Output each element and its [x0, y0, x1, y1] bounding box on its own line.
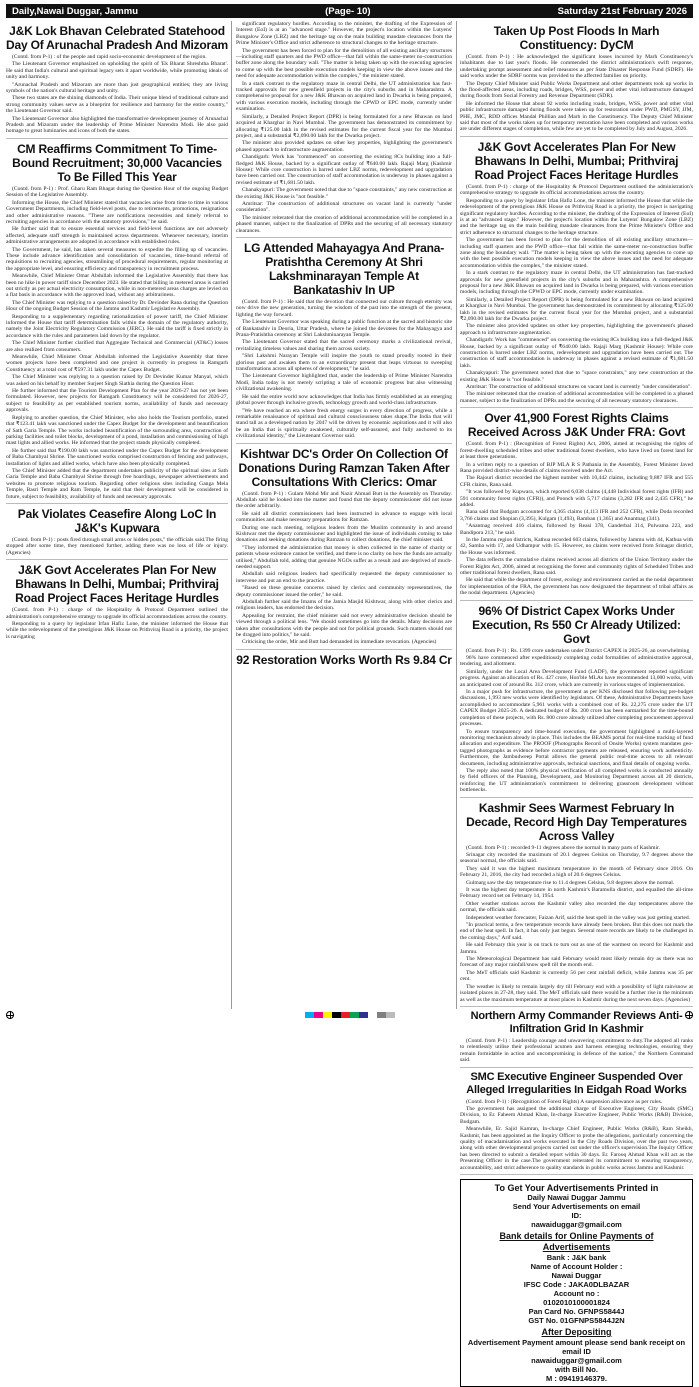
paragraph: In a major push for infrastructure, the government as per KNS disclosed that following pre-budget discussions, 1,993 new works were identified by legislators. Of these, Administrative Departments have accomplished to accommodate 5,961 works with a combined cost of Rs. 22,275 crore under the UT CAPEX Budget 2025-26. A dedicated budget of Rs. 200 crore has been earmarked for the time-bound completion of these projects, with Rs. 800 crore already utilized after completing procurement approval processes. — [460, 689, 693, 728]
story-bhawans-col1 — [6, 563, 228, 643]
paragraph: Abdullah further said the Imams of the Jamia Masjid Kishtwar, along with other clerics and religious leaders, has endorsed the decision. — [236, 599, 452, 612]
column-1 — [6, 21, 228, 1009]
paragraph: Meanwhile, Chief Minister Omar Abdullah informed the Legislative Assembly that there has been no hike in power tariff since December 2023. He stated that billing in metered areas is carried out strictly as per actual electricity consumption, while in non-metered areas charges are levied on a flat basis in accordance with the approved load, without any arbitrariness. — [6, 273, 228, 299]
advertisement-box — [460, 1179, 693, 1387]
color-swatch — [350, 1012, 359, 1018]
paragraph: (Contd. from P-1) : He acknowledged the significant losses incurred by Marh Constituency's inhabitants due to last year's floods. He commended the district administration's swift response, undertaking prompt assessment and relief measures as per State Disaster Response Fund (SDRF). He said works under the SDRF norms was provided to the affected families on priority. — [460, 54, 693, 80]
ad-line: GST No. 01GFNPS5844J2N — [528, 1316, 625, 1325]
headline: SMC Executive Engineer Suspended Over Alleged Irregularities In Eidgah Road Works — [466, 1070, 687, 1096]
paragraph: The reply also noted that 100% physical verification of all completed works is conducted annually by field officers of the Planning, Development, and Monitoring Department across all 20 districts, reinforcing the UT administration's commitment to delivering grassroots development without bottlenecks. — [460, 767, 693, 794]
ad-line: Account no : — [553, 1289, 600, 1298]
story-restoration-works — [236, 653, 452, 671]
headline: Over 41,900 Forest Rights Claims Received Across J&K Under FRA: Govt — [467, 411, 686, 440]
paragraph: Chandigarh: Work has "commenced" on converting the existing 8Cs building into a full-fledged J&K House, backed by a significant outlay of ₹640.00 lakh. Rajaji Marg (Kashmir House): While core construction is barred under LBZ norms, redevelopment and upgradation have been carried out. The construction of staff accommodation is underway in phases against a revised estimate of ₹1,681.50 lakh. — [236, 154, 452, 186]
paragraph: "We have reached an era where fresh energy surges in every direction of progress, while a remarkable renaissance of spiritual and cultural consciousness takes shape.The India that will stand tall as a developed nation by 2047 will be driven by economic aspirations and it will also be an India that is spiritually awakened, culturally self-assured, and fully anchored to its civilizational identity," the Lieutenant Governor said. — [236, 407, 452, 440]
paragraph: (Contd. from P-1) : charge of the Hospitality & Protocol Department outlined the administration's comprehensive strategy to upgrade its official accommodations across the country. — [460, 183, 693, 197]
paragraph: "Shri Lakshmi Narayan Temple will inspire the youth to stand proudly rooted in their glorious past and awaken them to an extraordinary present that leaps virtuous to sweeping transformations across all spheres of development," he said. — [236, 353, 452, 373]
paragraph: The Chief Minister was replying to a question raised by Dr Devinder Kumar Manyal, which was asked on his behalf by member Surjeet Singh Slathia during the Question Hour. — [6, 374, 228, 387]
story-pak-ceasefire — [6, 507, 228, 560]
ad-line: IFSC Code : JAKA0DLBAZAR — [523, 1280, 630, 1289]
paragraph: (Contd. from P-1) : posts fired through small arms or hidden posts," the officials said.The firing stopped after some time, they mentioned further, adding there was no loss of life or injury. (Agencies) — [6, 536, 228, 556]
page-number: (Page- 10) — [325, 5, 371, 17]
paragraph: (Contd. from P-1) : charge of the Hospitality & Protocol Department outlined the administration's comprehensive strategy to upgrade its official accommodations across the country. — [6, 607, 228, 620]
paragraph: significant regulatory hurdles. According to the minister, the drafting of the Expression of Interest (EoI) is at an "advanced stage." However, the project's location within the Lutyens' Bungalow Zone (LBZ) and the heritage tag on the main building mandate clearances from the Prime Minister's Office and strict adherence to structural changes to the heritage structure. — [236, 21, 452, 47]
paragraph: "Anantnag received 416 claims, followed by Reasi 378, Ganderbal 314, Pulwama 223, and Bandipora 213," he said. — [460, 523, 693, 536]
masthead-left: Daily,Nawai Duggar, Jammu — [12, 5, 139, 17]
paragraph: Responding to a supplementary regarding rationalization of power tariff, the Chief Minister informed the House that tariff determination falls within the domain of the regulatory authority, namely the Joint Electricity Regulatory Commission (JERC). He said the tariff is fixed strictly in accordance with the rules and parameters laid down by the regulator. — [6, 313, 228, 339]
paragraph: Appealing for restraint, the chief minister said not every administrative decision should be viewed through a political lens. "We should sometimes go into the details. Many decisions are taken after consultations with the people and not for political grounds. Such matters should not be dragged into politics," he said. — [236, 612, 452, 639]
page-header — [6, 4, 693, 18]
story-forest-rights — [460, 411, 693, 600]
paragraph: He said all district commissioners had been instructed in advance to engage with local communities and make necessary preparations for Ramzan. — [236, 510, 452, 524]
registration-mark-icon — [685, 1011, 693, 1019]
paragraph: The Meteorological Department has said February would most likely remain dry as there was no forecast of any major rainfall/snow spell till the month end. — [460, 956, 693, 969]
story-bhawans-continued — [236, 21, 452, 238]
story-kishtwar-donations — [236, 447, 452, 650]
color-swatch — [377, 1012, 386, 1018]
paragraph: (Contd. from P-1) : (Recognition of Forest Rights) Act, 2006, aimed at recognising the rights of forest-dwelling scheduled tribes and other traditional forest dwellers, who have lived on forest land for at least three generations. — [460, 441, 693, 461]
paragraph: (Contd. from P-1) : of the people and rapid socio-economic development of the region. — [12, 54, 207, 60]
color-swatch — [323, 1012, 332, 1018]
paragraph: The minister also provided updates on other key properties, highlighting the government's phased approach to infrastructure augmentation. — [236, 140, 452, 153]
paragraph: In a written reply to a question of BJP MLA R S Pathania in the Assembly, Forest Minister Javed Rana provided district-wise details of claims received under the Act. — [460, 461, 693, 474]
ad-line: Pan Card No. GFNPS5844J — [528, 1307, 625, 1316]
headline: Pak Violates Ceasefire Along LoC In J&K's Kupwara — [17, 506, 217, 535]
paragraph: The minister reiterated that the creation of additional accommodation will be completed in a phased manner, subject to the finalization of DPRs and the securing of all necessary statutory clearances. — [460, 391, 693, 404]
paragraph: (Contd. from P-1) : recorded 9-11 degrees above the normal in many parts of Kashmir. — [466, 844, 660, 851]
color-swatch — [332, 1012, 341, 1018]
color-swatch — [305, 1012, 314, 1018]
paragraph: The weather is likely to remain largely dry till February end with a possibility of light rain/snow at isolated places in 27-28, they said. The MeT officials said there would be a further rise in the minimum as well as the maximum temperature at most places in Kashmir during the next seven days. (Agencies) — [460, 983, 693, 1003]
color-calibration-bar — [305, 1012, 395, 1018]
headline: J&K Lok Bhavan Celebrated Statehood Day Of Arunachal Pradesh And Mizoram — [6, 24, 228, 52]
paragraph: 96% have commenced after expeditiously completing codal formalities of administrative approval, tendering, and allotment. — [460, 655, 693, 668]
paragraph: Srinagar city recorded the maximum of 20.1 degrees Celsius on Thursday, 9.7 degrees above the seasonal normal, the officials said. — [460, 851, 693, 865]
ad-phone: M : 09419146379. — [546, 1374, 607, 1383]
paragraph: The Rajouri district recorded the highest number with 10,442 claims, including 9,887 IFR and 555 CFR claims, Rana said. — [460, 475, 693, 488]
paragraph: The government has assigned the additional charge of Executive Engineer, City Roads (SMC) Division, to Er. Faheem Ahmad Khan, In-charge Executive Engineer, Public Works (R&B) Division, Budgam. — [460, 1105, 693, 1125]
paragraph: Criticising the order, Mir and Butt had demanded its immediate revocation. (Agencies) — [242, 639, 437, 646]
paragraph: The data reflects the cumulative claims received across all districts of the Union Territory under the Forest Rights Act, 2006, aimed at recognising the forest and community rights of Scheduled Tribes and other traditional forest dwellers, Rana said. — [460, 557, 693, 576]
paragraph: (Contd. from P-1) : Leadership courage and unwavering commitment to duty.The adopted all ranks to relentlessly utilise their professional acumen and harness emerging technologies, ensuring they remain formidable in action and uncompromising in defence of the nation," the Northern Command said. — [460, 1037, 693, 1064]
paragraph: He further said that ₹190.00 lakh was sanctioned under the Capex Budget for the development of Baba Chambyal Shrine. The sanctioned works comprised construction of fencing and pathways, installation of lights and allied works, which have also been physically completed. — [6, 447, 228, 467]
paragraph: Chandigarh: Work has "commenced" on converting the existing 8Cs building into a full-fledged J&K House, backed by a significant outlay of ₹640.00 lakh. Rajaji Marg (Kashmir House): While core construction is barred under LBZ norms, redevelopment and upgradation have been carried out. The construction of staff accommodation is underway in phases against a revised estimate of ₹1,681.50 lakh. — [460, 337, 693, 369]
paragraph: The government has been forced to plan for the demolition of all existing ancillary structures—including staff quarters and the PWD office—that fall within the same-meter no-construction buffer zone along the boundary wall. "The matter is being taken up with the executing agencies to come up with the best possible execution models keeping in view the above issues and the need for adequate accommodation within the complex," the minister stated. — [460, 237, 693, 269]
paragraph: It was the highest day temperature in north Kashmir's Baramulla district, and equalled the all-time February record set on February 14, 1954. — [460, 887, 693, 900]
paragraph: The Lieutenant Governor highlighted that, under the leadership of Prime Minister Narendra Modi, India today is not merely scripting a tale of economic progress but also witnessing civilizational awakening. — [236, 373, 452, 393]
ad-title: To Get Your Advertisements Printed in — [494, 1183, 659, 1193]
headline: CM Reaffirms Commitment To Time-Bound Recruitment; 30,000 Vacancies To Be Filled This Year — [12, 141, 222, 184]
paragraph: (Contd. from P-1) : Gulam Mohd Mir and Nazir Ahmad Butt in the Assembly on Thursday. Abdullah said he looked into the matter and found that the deputy commissioner did not issue the order arbitrarily. — [236, 490, 452, 510]
paragraph: He said the entire world now acknowledges that India has firmly established as an emerging global power through inclusive growth, technology growth and world-class infrastructure. — [236, 393, 452, 407]
paragraph: He informed the House that about 92 works including roads, bridges, WSS, power and other vital public infrastructure damaged during floods were taken up for restoration under PWD, PMGSY, JJM, PHE, JMC, RDD offices Mandal Phillian and Marh in the Constituency. The Deputy Chief Minister said that most of the works taken up for temporary restoration have been completed and various works are under different stages of completion, while few are yet to be completed by July and August, 2026. — [460, 100, 693, 133]
column-3 — [460, 21, 693, 1383]
color-swatch — [368, 1012, 377, 1018]
story-marh-floods — [460, 24, 693, 137]
paragraph: The Chief Minister was replying to a question raised by Dr. Devinder Rana during the Question Hour of the ongoing Budget Session of the Jammu and Kashmir Legislative Assembly. — [6, 299, 228, 313]
ad-email[interactable]: nawaiduggar@gmail.com — [531, 1356, 622, 1365]
paragraph: Similarly, a Detailed Project Report (DPR) is being formulated for a new Bhawan on land acquired at Kharghar in Navi Mumbai. The government has demonstrated its commitment by allocating ₹125.00 lakh in the revised estimates for the current fiscal year for the Mumbai project, and a substantial ₹2,090.00 lakh for the Dwarka project. — [236, 113, 452, 139]
story-cm-recruitment — [6, 142, 228, 504]
paragraph: Amritsar: The construction of additional structures on vacant land is currently "under consideration". — [236, 200, 452, 214]
paragraph: In a stark contrast to the regulatory maze in central Delhi, the UT administration has fast-tracked approvals for new greenfield projects in the city's suburbs and in Maharashtra. A comprehensive proposal for a new J&K Bhawan on acquired land in Dwarka is being prepared, with various execution models, including through the CPWD or EPC mode, currently under examination. — [460, 270, 693, 296]
ad-line: Name of Account Holder : — [530, 1262, 623, 1271]
paragraph: They said it was the highest maximum temperature in the month of February since 2016. On February 21, 2016, the city had recorded a high of 20.6 degrees Celsius. — [460, 865, 693, 879]
headline: Kishtwar DC's Order On Collection Of Donations During Ramzan Taken After Consultations With Clerics: Omar — [238, 446, 450, 489]
paragraph: Rana said that Budgam accounted for 4,365 claims (4,113 IFR and 252 CFR), while Doda recorded 3,766 claims and Shopian (3,395), Kulgam (1,493), Ramban (1,365) and Anantnag (341). — [460, 509, 693, 522]
paragraph: He said February this year is on track to turn out as one of the warmest on record for Kashmir and Jammu. — [460, 942, 693, 955]
paragraph: Responding to a query by legislator Irfan Hafiz Lone, the minister informed the House that while the redevelopment of the prestigious J&K House on Prithviraj Road is a priority, the project is navigating significant regulatory hurdles. According to the minister, the drafting of the Expression of Interest (EoI) is at an "advanced stage." However, the project's location within the Lutyens' Bungalow Zone (LBZ) and the heritage tag on the main building mandate clearances from the Prime Minister's Office and strict adherence to structural changes to the heritage structure. — [460, 197, 693, 236]
paragraph: Similarly, a Detailed Project Report (DPR) is being formulated for a new Bhawan on land acquired at Kharghar in Navi Mumbai. The government has demonstrated its commitment by allocating ₹125.00 lakh in the revised estimates for the current fiscal year for the Mumbai project, and a substantial ₹2,090.00 lakh for the Dwarka project. — [460, 296, 693, 322]
paragraph: The Lieutenant Governor also highlighted the transformative development journey of Arunachal Pradesh and Mizoram under the leadership of Prime Minister Narendra Modi. He also paid homage to great luminaries and icons of both the states. — [6, 115, 228, 135]
paragraph: "In practical terms, a few temperature records have already been broken. But this does not mark the end of the heat spell. In fact, it has only just begun. Several more records are likely to be challenged in the coming days," Arif said. — [460, 922, 693, 941]
paragraph: Independent weather forecaster, Faizan Arif, said the heat spell in the valley was just getting started. — [466, 914, 691, 921]
headline: 92 Restoration Works Worth Rs 9.84 Cr — [236, 652, 452, 667]
paragraph: Responding to a query by legislator Irfan Hafiz Lone, the minister informed the House that while the redevelopment of the prestigious J&K House on Prithviraj Road is a priority, the project is navigating — [6, 621, 228, 640]
paragraph: These two states are the shining diamonds of India. Their unique blend of traditional culture and strong community values serve as a blueprint for resilience and harmony for the entire country," the Lieutenant Governor said. — [6, 95, 228, 115]
ad-line: Bank : J&K bank — [546, 1253, 607, 1262]
ad-line: ID: — [571, 1211, 582, 1220]
ad-email[interactable]: nawaiduggar@gmail.com — [531, 1220, 622, 1229]
story-capex-works — [460, 604, 693, 798]
paragraph: Chanakyapuri: The government noted that due to "space constraints," any new construction at the existing J&K House is "not feasible." — [236, 187, 452, 200]
story-smc-engineer — [460, 1071, 693, 1175]
paragraph: Similarly, under the Local Area Development Fund (LADF), the government reported significant progress. Against an allocation of Rs. 427 crore, Hon'ble MLAs have recommended 13,000 works, with an anticipated cost of around Rs. 312 crore, which are currently in various stages of implementation. — [460, 668, 693, 688]
column-divider — [456, 21, 457, 1009]
paragraph: The Lieutenant Governor was speaking during a public function at the sacred and historic site of Bankatashiv in Deoria, Uttar Pradesh, where he joined the devotees for the Mahayagya and Prana-Pratishtha ceremony at Shri Lakshminarayan Temple. — [236, 319, 452, 339]
ad-line: Nawai Duggar — [551, 1271, 602, 1280]
color-swatch — [314, 1012, 323, 1018]
story-kashmir-warm-february — [460, 801, 693, 1007]
ad-line: Send Your Advertisements on email — [512, 1202, 641, 1211]
color-swatch — [386, 1012, 395, 1018]
paragraph: Gulmarg saw the day temperature rise to 11.4 degrees Celsius, 9.8 degrees above the normal. — [466, 879, 675, 886]
headline: J&K Govt Accelerates Plan For New Bhawans In Delhi, Mumbai; Prithviraj Road Project Faces Heritage Hurdles — [15, 563, 219, 606]
paragraph: "Arunachal Pradesh and Mizoram are more than just geographical entities; they are living symbols of the nation's cultural heritage and unity. — [6, 81, 228, 95]
headline: Kashmir Sees Warmest February In Decade, Record High Day Temperatures Across Valley — [466, 800, 687, 843]
story-lg-mahayagya — [236, 241, 452, 444]
paragraph: The government has been forced to plan for the demolition of all existing ancillary structures—including staff quarters and the PWD office—that fall within the same-meter no-construction buffer zone along the boundary wall. "The matter is being taken up with the executing agencies to come up with the best possible execution models keeping in view the above issues and the need for adequate accommodation within the complex," the minister stated. — [236, 47, 452, 80]
paragraph: He further informed that the Tourism Development Plan for the year 2026-27 has not yet been formulated. However, new projects for Ramgarh Constituency will be considered for 2026-27, subject to feasibility as per established tourism norms, availability of funds and necessary approvals. — [6, 388, 228, 414]
paragraph: In a stark contrast to the regulatory maze in central Delhi, the UT administration has fast-tracked approvals for new greenfield projects in the city's suburbs and in Maharashtra. A comprehensive proposal for a new J&K Bhawan on acquired land in Dwarka is being prepared, with various execution models, including through the CPWD or EPC mode, currently under examination. — [236, 80, 452, 113]
color-swatch — [341, 1012, 350, 1018]
paragraph: The Lieutenant Governor emphasized on upholding the spirit of 'Ek Bharat Shreshtha Bharat'. He said that India's cultural and spiritual legacy sets it apart worldwide, while promoting ideals of unity and harmony. — [6, 61, 228, 81]
paragraph: Informing the House, the Chief Minister stated that vacancies arise from time to time in various Government Departments, including field-level posts, due to retirements, promotions, resignations and other administrative reasons. "These are notifications necessities and timely referral to recruiting agencies in accordance with the statutory provisions," he said. — [6, 199, 228, 225]
ad-line: 0102010100001824 — [543, 1298, 610, 1307]
paragraph: Meanwhile, Chief Minister Omar Abdullah informed the Legislative Assembly that three women projects have been completed and one project is currently in progress in Ramgarh Constituency at a total cost of ₹597.31 lakh under the Capex Budget. — [6, 354, 228, 373]
paragraph: Amritsar: The construction of additional structures on vacant land is currently "under consideration". — [466, 384, 692, 391]
paragraph: (Contd. from P-1) : (Recognition of Forest Rights) A suspension allowance as per rules. — [466, 1098, 663, 1105]
paragraph: The minister reiterated that the creation of additional accommodation will be completed in a phased manner, subject to the finalization of DPRs and the securing of all necessary statutory clearances. — [236, 214, 452, 234]
paragraph: (Contd. from P-1) : He said that the devotion that connected our culture through eternity was now drive the new generation, turning the wisdom of the past into the strength of the present, lighting the way forward. — [236, 299, 452, 318]
date-line: Saturday 21st February 2026 — [557, 5, 687, 17]
headline: Taken Up Post Floods In Marh Constituency: DyCM — [493, 24, 660, 52]
story-bhawans-col3 — [460, 140, 693, 408]
column-2 — [236, 21, 452, 1009]
registration-mark-icon — [6, 1011, 14, 1019]
ad-line: After Depositing — [541, 1327, 612, 1337]
paragraph: To ensure transparency and time-bound execution, the government highlighted a multi-layered monitoring mechanism already in place. This includes the BEAMS portal for real-time tracking of fund allocation and expenditure. The PROOF (Photographs Record of Onsite Works) system mandates geo-tagged photographs as evidence before contractor payments are released, ensuring work authenticity. Furthermore, the Jambudweep Portal allows the general public real-time access to all relevant documents, including administrative approvals, technical sanctions, and final details of ongoing works. — [460, 728, 693, 767]
paragraph: Chanakyapuri: The government noted that due to "space constraints," any new construction at the existing J&K House is "not feasible." — [460, 370, 693, 383]
paragraph: Meanwhile, Er. Sajid Kamran, In-charge Chief Engineer, Public Works (R&B), Ram Sheikh, Kashmir, has been appointed as the Inquiry Officer to probe the allegations, particularly concerning the quality of macadamisation and works executed in the City Roads Division, over the past two years, along with other developmental projects carried out under the officer's supervision.The Inquiry Officer has been directed to submit a detailed report within 30 days. Er. Farooq Ahmad Khan will act as the Presenting Officer in the case.The government reiterated its commitment to ensuring transparency, accountability, and strict adherence to quality standards in public works across Jammu and Kashmir. — [460, 1126, 693, 1171]
paragraph: "It was followed by Kupwara, which reported 6,038 claims (4,448 Individual forest rights (IFR) and 591 community forest rights (CFR)), and Poonch with 5,717 claims (3,282 IFR and 2,435 CFR)," he added. — [460, 489, 693, 508]
story-lok-bhavan-statehood — [6, 24, 228, 139]
paragraph: (Contd. from P-1) : Prof. Gharu Ram Bhagat during the Question Hour of the ongoing Budget Session of the Legislative Assembly. — [6, 185, 228, 199]
paragraph: The Lieutenant Governor stated that the sacred ceremony marks a civilizational revival, revitalizing timeless values and sharing them across society. — [236, 339, 452, 352]
headline: Northern Army Commander Reviews Anti-Infiltration Grid In Kashmir — [470, 1009, 683, 1035]
ad-line: with Bill No. — [555, 1365, 598, 1374]
paragraph: In the Jammu region districts, Kathua recorded 603 claims, followed by Jammu with 44, Kathua with 42, Samba with 17, and Udhampur with 15. However, no claims were received from Srinagar district, the House was informed. — [460, 536, 693, 556]
paragraph: Abdullah said religious leaders had specifically requested the deputy commissioner to intervene and put an end to the practice. — [236, 571, 452, 584]
paragraph: He further said that to ensure essential services and field-level functions are not adversely affected, adequate staff strength is maintained across departments. Whenever necessary, interim administrative arrangements are adopted in accordance with established rules. — [6, 226, 228, 246]
ad-bank-heading: Bank details for Online Payments of Advertisements — [499, 1231, 654, 1252]
ad-line: Daily Nawai Duggar Jammu — [527, 1193, 626, 1202]
print-footer — [6, 1011, 693, 1019]
paragraph: The Deputy Chief Minister said Public Works Department and other departments took up works in the flood-affected areas, including roads, bridges, WSS, power and other vital infrastructure damaged during floods from Social Forestry and Revenue Department (SDR). — [460, 80, 693, 100]
paragraph: (Contd. from P-1) : Rs. 1399 crore undertaken under District CAPEX in 2025-26, an overwhelming — [466, 647, 690, 654]
paragraph: Replying to another question, the Chief Minister, who also holds the Tourism portfolio, stated that ₹123.41 lakh was sanctioned under the Capex Budget for the development and beautification of Sath Garia Temple. The works included beautification of the surrounding area, construction of parking facilities and toilet blocks, development of a pond, installation and commissioning of high mast lights and allied works. He informed that the project stands physically completed. — [6, 414, 228, 447]
paragraph: The Chief Minister added that the department undertakes publicity of the spiritual sites at Sath Garia Temple and Baba Chambyal Shrine through free hoardings, newspaper advertisements and websites to promote religious tourism. Regarding other religious sites including Ganga Mela Temple, Basri Temple and Ram Temple, he said that their development will be considered in future, subject to feasibility, availability of funds and necessary approvals. — [6, 467, 228, 500]
paragraph: The Chief Minister further clarified that Aggregate Technical and Commercial (AT&C) losses are also realized from consumers. — [6, 340, 228, 353]
headline: 96% Of District Capex Works Under Execution, Rs 550 Cr Already Utilized: Govt — [472, 603, 681, 646]
ad-line: Advertisement Payment amount please send bank receipt on email ID — [467, 1338, 686, 1356]
paragraph: "Based on these genuine concerns raised by clerics and community representatives, the deputy commissioner issued the order," he said. — [236, 585, 452, 598]
paragraph: He said that while the department of forest, ecology and environment carried as the nodal department for implementation of the FRA, the government has now designated the department of tribal affairs as the nodal department. (Agencies) — [460, 577, 693, 597]
paragraph: The minister also provided updates on other key properties, highlighting the government's phased approach to infrastructure augmentation. — [460, 323, 693, 336]
paragraph: During one such meeting, religious leaders from the Muslim community in and around Kishtwar met the deputy commissioner and highlighted the issue of individuals coming to take donations and seeking donations during Ramzan to collect donations, the chief minister said. — [236, 524, 452, 544]
paragraph: The MeT officials said Kashmir is currently 56 per cent rainfall deficit, while Jammu was 35 per cent. — [460, 969, 693, 983]
headline: J&K Govt Accelerates Plan For New Bhawans In Delhi, Mumbai; Prithviraj Road Project Faces Heritage Hurdles — [474, 139, 679, 182]
paragraph: Other weather stations across the Kashmir valley also recorded the day temperatures above the normal, the officials said. — [460, 900, 693, 914]
column-divider — [231, 21, 232, 1009]
paragraph: The Government, he said, has taken several measures to expedite the filling up of vacancies. These include advance identification and consolidation of vacancies, time-bound referral of requisitions to recruiting agencies, streamlining of procedural requirements, regular monitoring at the appropriate level, and ensuring efficiency and transparency in recruitment process. — [6, 246, 228, 272]
paragraph: "They informed the administration that money is often collected in the name of charity or patients whose existence cannot be verified, and there is no clarity on how the funds are actually utilised," Abdullah told, adding that genuine NGOs suffer as a result and are deprived of much-needed support. — [236, 544, 452, 570]
color-swatch — [359, 1012, 368, 1018]
headline: LG Attended Mahayagya And Prana-Pratishtha Ceremony At Shri Lakshminarayan Temple At Bankatashiv In UP — [243, 241, 445, 297]
